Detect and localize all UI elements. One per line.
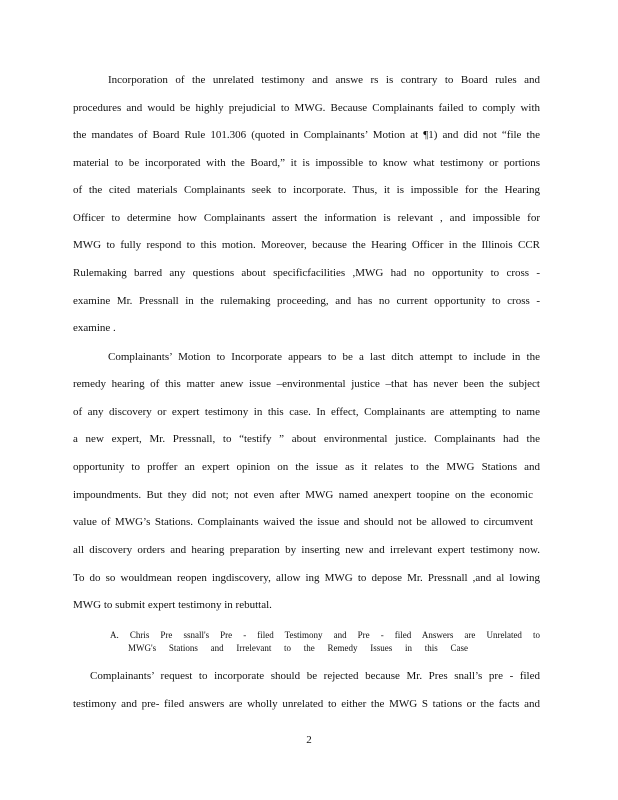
paragraph-1-line-6: Officer to determine how Complainants assert the information is relevant , and impossible for [73,212,540,224]
paragraph-3-line-2: testimony and pre- filed answers are wholly unrelated to either the MWG S tations or the facts and [73,698,540,710]
section-heading-line-2: MWG's Stations and Irrelevant to the Remedy Issues in this Case [128,643,468,653]
paragraph-2-line-5: opportunity to proffer an expert opinion on the issue as it relates to the MWG Stations and [73,461,540,473]
paragraph-1-line-5: of the cited materials Complainants seek to incorporate. Thus, it is impossible for the Hearing [73,184,540,196]
paragraph-2-line-10: MWG to submit expert testimony in rebuttal. [73,599,272,611]
paragraph-2-line-6: impoundments. But they did not; not even after MWG named anexpert toopine on the economic [73,489,533,501]
paragraph-3-line-1: Complainants’ request to incorporate should be rejected because Mr. Pres snall’s pre - filed [90,670,540,682]
paragraph-1-line-4: material to be incorporated with the Board,” it is impossible to know what testimony or portions [73,157,540,169]
paragraph-1-line-1: Incorporation of the unrelated testimony and answe rs is contrary to Board rules and [108,74,540,86]
page-number: 2 [306,734,312,746]
paragraph-1-line-9: examine Mr. Pressnall in the rulemaking proceeding, and has no current opportunity to cross - [73,295,540,307]
paragraph-2-line-4: a new expert, Mr. Pressnall, to “testify ” about environmental justice. Complainants had the [73,433,540,445]
paragraph-2-line-9: To do so wouldmean reopen ingdiscovery, allow ing MWG to depose Mr. Pressnall ,and al lowing [73,572,540,584]
paragraph-2-line-7: value of MWG’s Stations. Complainants waived the issue and should not be allowed to circumvent [73,516,533,528]
paragraph-2-line-1: Complainants’ Motion to Incorporate appears to be a last ditch attempt to include in the [108,351,540,363]
paragraph-1-line-7: MWG to fully respond to this motion. Moreover, because the Hearing Officer in the Illinois CCR [73,239,540,251]
paragraph-2-line-3: of any discovery or expert testimony in this case. In effect, Complainants are attempting to name [73,406,540,418]
paragraph-1-line-3: the mandates of Board Rule 101.306 (quoted in Complainants’ Motion at ¶1) and did not “file the [73,129,540,141]
paragraph-2-line-8: all discovery orders and hearing preparation by inserting new and irrelevant expert testimony now. [73,544,540,556]
paragraph-1-line-10: examine . [73,322,116,334]
paragraph-2-line-2: remedy hearing of this matter anew issue –environmental justice –that has never been the subject [73,378,540,390]
section-heading-line-1: A. Chris Pre ssnall's Pre - filed Testimony and Pre - filed Answers are Unrelated to [110,630,540,640]
paragraph-1-line-2: procedures and would be highly prejudicial to MWG. Because Complainants failed to comply with [73,102,540,114]
paragraph-1-line-8: Rulemaking barred any questions about specificfacilities ,MWG had no opportunity to cross - [73,267,540,279]
